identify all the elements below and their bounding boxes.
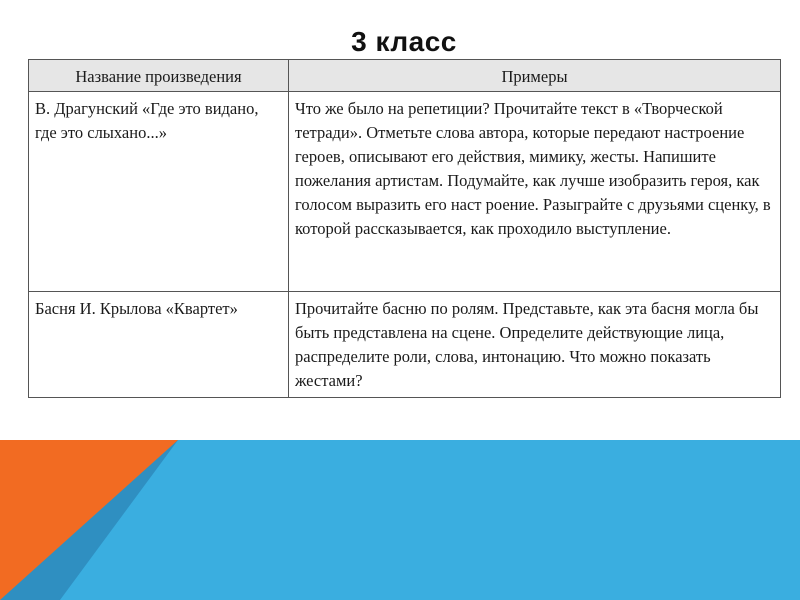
blue-shade-shape <box>60 440 800 600</box>
decorative-bottom-band <box>0 440 800 600</box>
table-row <box>29 92 781 292</box>
slide-title: 3 класс <box>351 26 457 57</box>
work-cell: В. Драгунский «Где это видано, где это слыхано...» <box>29 92 289 292</box>
works-table <box>28 59 781 398</box>
table-header-row <box>29 60 781 92</box>
work-cell: Басня И. Крылова «Квартет» <box>29 292 289 398</box>
example-cell: Что же было на репетиции? Прочитайте текст в «Творческой тетради». Отметьте слова автора, которые передают настроение героев, описывают его действия, мимику, жесты. Напишите пожелания артистам. Подумайте, как лучше изобразить героя, как голосом выразить его наст роение. Разыграйте с друзьями сценку, в которой рассказывается, как проходило выступление. <box>289 92 781 292</box>
table-row <box>29 292 781 398</box>
header-work-title: Название произведения <box>29 60 289 92</box>
example-cell: Прочитайте басню по ролям. Представьте, как эта басня могла бы быть представлена на сцене. Определите действующие лица, распределите роли, слова, интонацию. Что можно показать жестами? <box>289 292 781 398</box>
header-examples: Примеры <box>289 60 781 92</box>
